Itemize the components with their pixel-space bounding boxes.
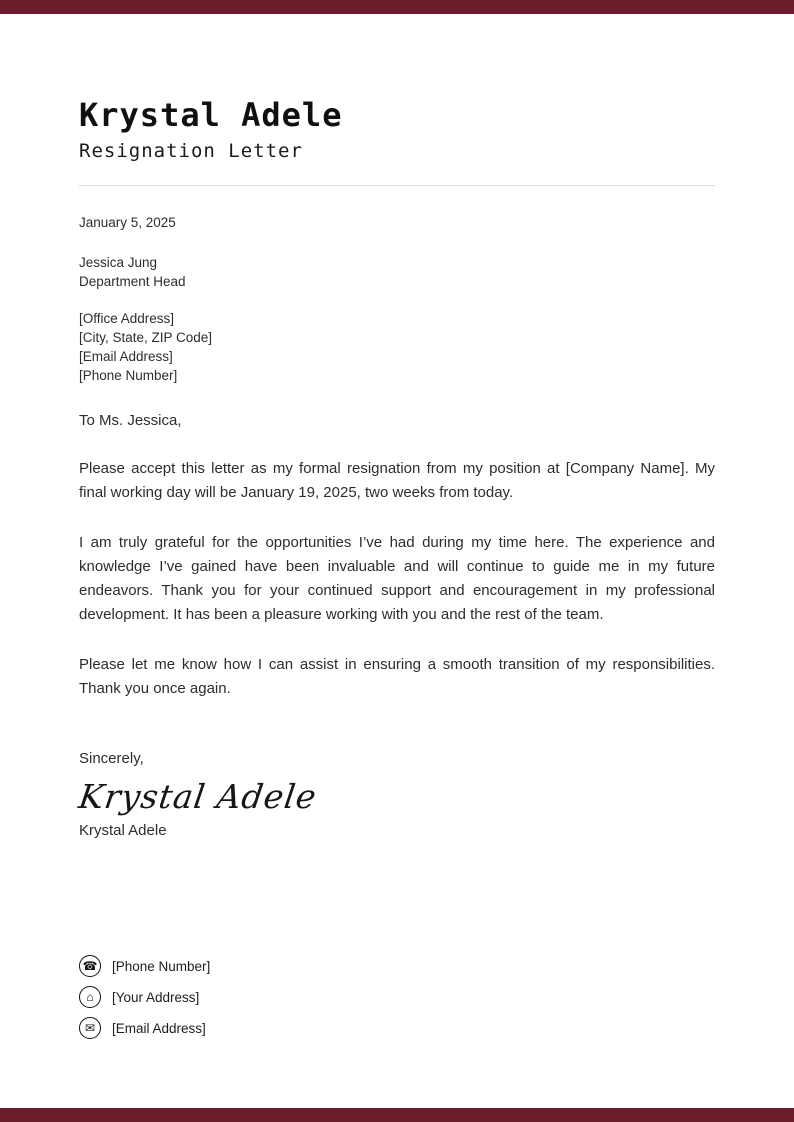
top-border-bar [0, 0, 794, 14]
contact-email-label: [Email Address] [112, 1020, 206, 1036]
recipient-block [79, 253, 715, 291]
contact-info-block [79, 955, 210, 1048]
recipient-title: Department Head [79, 274, 186, 289]
header-divider [79, 185, 715, 186]
contact-row-address [79, 986, 210, 1008]
address-line: [Office Address] [79, 311, 175, 326]
bottom-border-bar [0, 1108, 794, 1122]
closing: Sincerely, [79, 750, 144, 767]
letter-date: January 5, 2025 [79, 215, 176, 230]
home-icon: ⌂ [79, 986, 101, 1008]
body-paragraph: Please accept this letter as my formal resignation from my position at [Company Name]. My final working day will be January 19, 2025, two weeks from today. [79, 460, 715, 501]
phone-icon: ☎ [79, 955, 101, 977]
address-line: [Email Address] [79, 349, 173, 364]
signature-name: Krystal Adele [79, 822, 167, 839]
contact-row-email [79, 1017, 210, 1039]
page-subtitle: Resignation Letter [79, 140, 303, 162]
recipient-name: Jessica Jung [79, 255, 158, 270]
contact-phone-label: [Phone Number] [112, 958, 211, 974]
body-paragraph: I am truly grateful for the opportunities I’ve had during my time here. The experience and knowledge I’ve gained have been invaluable and will continue to guide me in my future endeavors. Thank you for your continued support and encouragement in my professional development. It has been a pleasure working with you and the rest of the team. [79, 534, 715, 623]
contact-row-phone [79, 955, 210, 977]
body-paragraph: Please let me know how I can assist in ensuring a smooth transition of my responsibilities. Thank you once again. [79, 656, 715, 697]
page-title: Krystal Adele [79, 96, 343, 134]
address-block [79, 309, 715, 385]
contact-address-label: [Your Address] [112, 989, 200, 1005]
address-line: [City, State, ZIP Code] [79, 330, 213, 345]
email-icon: ✉ [79, 1017, 101, 1039]
address-line: [Phone Number] [79, 368, 178, 383]
handwritten-signature: Krystal Adele [76, 777, 320, 816]
salutation: To Ms. Jessica, [79, 412, 182, 429]
